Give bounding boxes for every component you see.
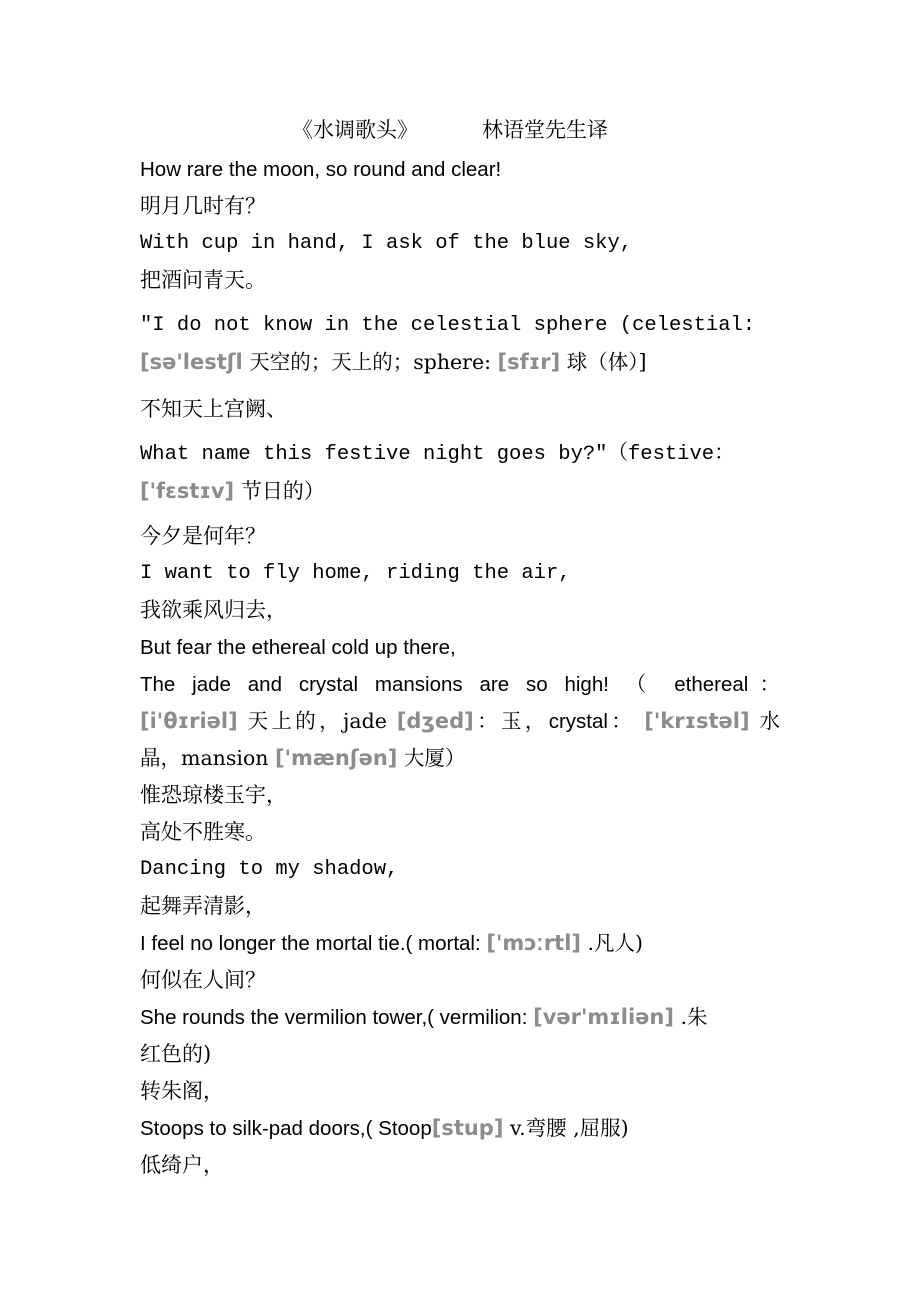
chinese-line-7: 高处不胜寒。 [140, 820, 266, 844]
chinese-line-8: 起舞弄清影， [140, 894, 266, 918]
ipa-mansion: ['mænʃən] [275, 746, 398, 770]
english-line-10 [140, 999, 780, 1036]
gloss-text: 大厦） [397, 746, 466, 770]
english-line-11 [140, 1110, 780, 1147]
gloss-line-festive [140, 473, 780, 510]
document-page [140, 112, 780, 1184]
title-right: 林语堂先生译 [482, 118, 608, 142]
english-line-9 [140, 925, 780, 962]
chinese-line-10: 转朱阁， [140, 1079, 224, 1103]
gloss-text: ：玉，crystal： [473, 710, 645, 733]
gloss-text: v.弯腰 ,屈服) [503, 1116, 629, 1140]
poem-title [140, 112, 760, 149]
chinese-line-5: 我欲乘风归去， [140, 598, 287, 622]
gloss-line-celestial [140, 344, 780, 383]
chinese-line-2: 把酒问青天。 [140, 268, 266, 292]
gloss-text: 球（体）] [560, 350, 647, 374]
chinese-line-3: 不知天上宫阙、 [140, 397, 287, 421]
gloss-line-mansion [140, 740, 780, 777]
english-line-4: What name this festive night goes by?"（festive： [140, 443, 735, 466]
ipa-stoop: [stup] [431, 1116, 504, 1140]
chinese-line-6: 惟恐琼楼玉宇， [140, 783, 287, 807]
chinese-line-4: 今夕是何年？ [140, 524, 266, 548]
ipa-jade: [dʒed] [396, 709, 474, 733]
gloss-text: 天上的，jade [237, 709, 397, 733]
chinese-line-9: 何似在人间？ [140, 968, 266, 992]
english-text: Stoops to silk-pad doors,( Stoop [140, 1117, 432, 1140]
english-line-1: How rare the moon, so round and clear! [140, 158, 502, 181]
english-line-8: Dancing to my shadow, [140, 858, 399, 881]
ipa-crystal: ['krɪstəl] [644, 709, 750, 733]
gloss-line-vermilion-cont: 红色的) [140, 1042, 212, 1066]
ipa-festive: ['fɛstɪv] [140, 479, 235, 503]
chinese-line-11: 低绮户， [140, 1153, 224, 1177]
english-text: She rounds the vermilion tower,( vermilion: [140, 1006, 534, 1029]
gloss-text: 节日的） [234, 479, 325, 503]
english-line-3: "I do not know in the celestial sphere (celestial: [140, 314, 756, 337]
gloss-line-ethereal [140, 703, 780, 740]
gloss-text: .凡人) [581, 931, 644, 955]
english-line-6: But fear the ethereal cold up there, [140, 636, 456, 659]
ipa-vermilion: [vər'mɪliən] [533, 1005, 674, 1029]
ipa-celestial: [sə'lestʃl [140, 350, 243, 374]
gloss-text: .朱 [673, 1005, 708, 1029]
english-line-7: The jade and crystal mansions are so high! （ ethereal： [140, 673, 780, 696]
gloss-text: 晶，mansion [140, 746, 276, 770]
ipa-mortal: ['mɔːrtl] [486, 931, 582, 955]
english-text: I feel no longer the mortal tie.( mortal: [140, 932, 487, 955]
gloss-text: 水 [749, 709, 780, 733]
gloss-text: 天空的；天上的；sphere: [242, 350, 498, 374]
english-line-2: With cup in hand, I ask of the blue sky, [140, 232, 633, 255]
ipa-sphere: [sfɪr] [497, 350, 561, 374]
chinese-line-1: 明月几时有？ [140, 194, 266, 218]
english-line-5: I want to fly home, riding the air, [140, 562, 571, 585]
title-left: 《水调歌头》 [292, 118, 418, 142]
ipa-ethereal: [i'θɪriəl] [140, 709, 238, 733]
